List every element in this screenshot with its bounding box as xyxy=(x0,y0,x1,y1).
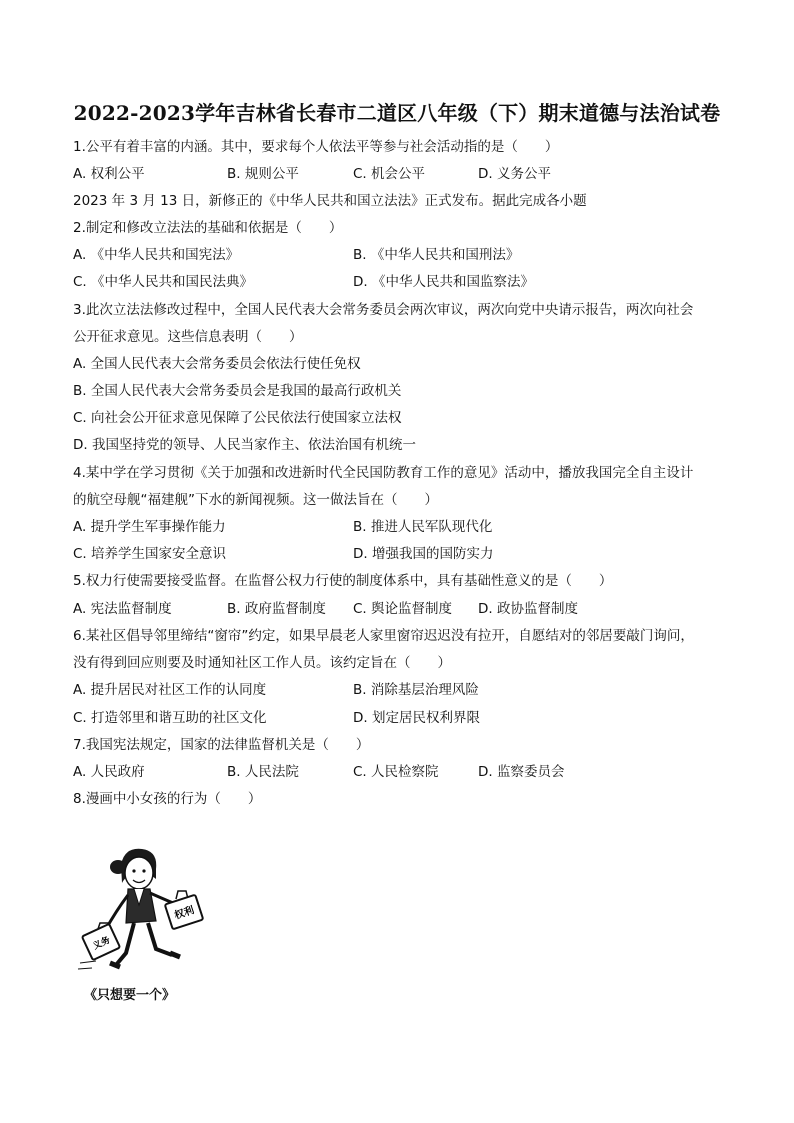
q1-option-c[interactable]: C. 机会公平 xyxy=(353,166,426,182)
q2-option-d[interactable]: D. 《中华人民共和国监察法》 xyxy=(353,274,534,290)
q1-option-d[interactable]: D. 义务公平 xyxy=(478,166,551,182)
question-2-stem: 2.制定和修改立法法的基础和依据是（ ） xyxy=(73,220,343,236)
q2-option-a[interactable]: A. 《中华人民共和国宪法》 xyxy=(73,247,240,263)
question-8-stem: 8.漫画中小女孩的行为（ ） xyxy=(73,791,262,807)
question-6-stem-line1: 6.某社区倡导邻里缔结“窗帘”约定，如果早晨老人家里窗帘迟迟没有拉开，自愿结对的邻居要敲门询问， xyxy=(73,628,694,644)
q6-option-b[interactable]: B. 消除基层治理风险 xyxy=(353,682,479,698)
material-text: 2023 年 3 月 13 日，新修正的《中华人民共和国立法法》正式发布。据此完成各小题 xyxy=(73,193,587,209)
question-5-stem: 5.权力行使需要接受监督。在监督公权力行使的制度体系中，具有基础性意义的是（ ） xyxy=(73,573,613,589)
q4-option-b[interactable]: B. 推进人民军队现代化 xyxy=(353,519,493,535)
question-4-stem-line2: 的航空母舰“福建舰”下水的新闻视频。这一做法旨在（ ） xyxy=(73,492,438,508)
q5-option-a[interactable]: A. 宪法监督制度 xyxy=(73,601,172,617)
bag-label-duty: 义务 xyxy=(91,935,113,953)
q2-option-b[interactable]: B. 《中华人民共和国刑法》 xyxy=(353,247,520,263)
question-3-stem-line1: 3.此次立法法修改过程中，全国人民代表大会常务委员会两次审议，两次向党中央请示报告，两次向社会 xyxy=(73,302,694,318)
q4-option-a[interactable]: A. 提升学生军事操作能力 xyxy=(73,519,226,535)
bag-label-rights: 权利 xyxy=(173,905,196,922)
q6-option-c[interactable]: C. 打造邻里和谐互助的社区文化 xyxy=(73,710,267,726)
q6-option-d[interactable]: D. 划定居民权利界限 xyxy=(353,710,480,726)
q7-option-a[interactable]: A. 人民政府 xyxy=(73,764,145,780)
q3-option-c[interactable]: C. 向社会公开征求意见保障了公民依法行使国家立法权 xyxy=(73,410,402,426)
q7-option-d[interactable]: D. 监察委员会 xyxy=(478,764,565,780)
question-3-stem-line2: 公开征求意见。这些信息表明（ ） xyxy=(73,329,303,345)
q2-option-c[interactable]: C. 《中华人民共和国民法典》 xyxy=(73,274,254,290)
q1-option-a[interactable]: A. 权利公平 xyxy=(73,166,145,182)
q3-option-b[interactable]: B. 全国人民代表大会常务委员会是我国的最高行政机关 xyxy=(73,383,402,399)
q7-option-c[interactable]: C. 人民检察院 xyxy=(353,764,439,780)
question-1-stem: 1.公平有着丰富的内涵。其中，要求每个人依法平等参与社会活动指的是（ ） xyxy=(73,139,559,155)
question-6-stem-line2: 没有得到回应则要及时通知社区工作人员。该约定旨在（ ） xyxy=(73,655,451,671)
q3-option-a[interactable]: A. 全国人民代表大会常务委员会依法行使任免权 xyxy=(73,356,361,372)
exam-title: 2022-2023学年吉林省长春市二道区八年级（下）期末道德与法治试卷 xyxy=(73,101,721,125)
q1-option-b[interactable]: B. 规则公平 xyxy=(227,166,299,182)
q4-option-c[interactable]: C. 培养学生国家安全意识 xyxy=(73,546,227,562)
question-7-stem: 7.我国宪法规定，国家的法律监督机关是（ ） xyxy=(73,737,370,753)
cartoon-caption: 《只想要一个》 xyxy=(84,988,176,1003)
q7-option-b[interactable]: B. 人民法院 xyxy=(227,764,299,780)
q5-option-c[interactable]: C. 舆论监督制度 xyxy=(353,601,453,617)
cartoon-girl-illustration xyxy=(76,843,216,993)
q5-option-b[interactable]: B. 政府监督制度 xyxy=(227,601,326,617)
q5-option-d[interactable]: D. 政协监督制度 xyxy=(478,601,578,617)
q3-option-d[interactable]: D. 我国坚持党的领导、人民当家作主、依法治国有机统一 xyxy=(73,437,416,453)
q4-option-d[interactable]: D. 增强我国的国防实力 xyxy=(353,546,494,562)
question-4-stem-line1: 4.某中学在学习贯彻《关于加强和改进新时代全民国防教育工作的意见》活动中，播放我国完全自主设计 xyxy=(73,465,694,481)
q6-option-a[interactable]: A. 提升居民对社区工作的认同度 xyxy=(73,682,267,698)
